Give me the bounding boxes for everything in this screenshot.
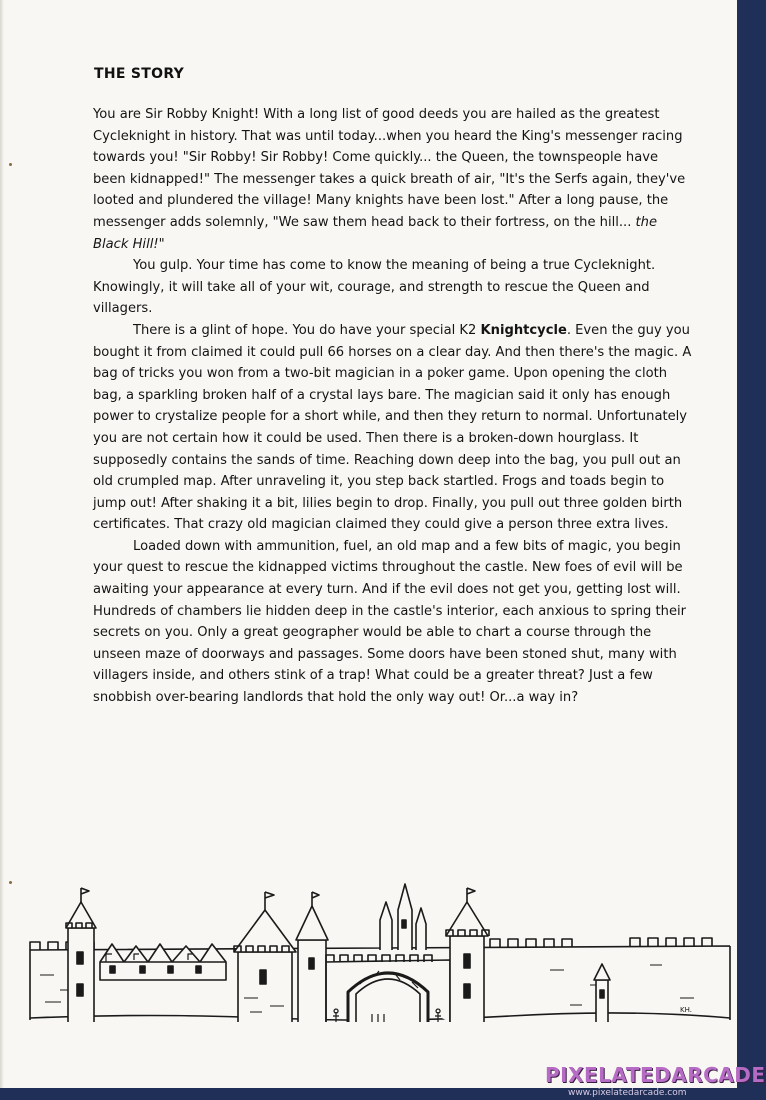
paragraph-1-closing-quote: " (158, 236, 165, 252)
watermark-url: www.pixelatedarcade.com (568, 1088, 687, 1098)
story-paragraph-3 (93, 320, 693, 536)
paragraph-3-text: There is a glint of hope. You do have your special K2 (133, 322, 481, 338)
margin-mark-dot (9, 163, 12, 166)
story-paragraph-1 (93, 104, 693, 255)
story-paragraph-4: Loaded down with ammunition, fuel, an old map and a few bits of magic, you begin your quest to rescue the kidnapped victims throughout the castle. New foes of evil will be awaiting your appearance at every turn. And if the evil does not get you, getting lost will. Hundreds of chambers lie hidden deep in the castle's interior, each anxious to spring their secrets on you. Only a great geographer would be able to chart a course through the unseen maze of doorways and passages. Some doors have been stoned shut, many with villagers inside, and others stink of a trap! What could be a greater threat? Just a few snobbish over-bearing landlords that hold the only way out! Or...a way in? (93, 538, 687, 706)
page-spine-shadow (0, 0, 4, 1088)
watermark-logo: PIXELATEDARCADE (545, 1063, 766, 1087)
story-text (93, 104, 693, 709)
page-title: THE STORY (94, 66, 185, 82)
margin-mark-dot (9, 881, 12, 884)
black-hill-italic: the Black Hill! (93, 214, 658, 252)
artist-signature: KH. (680, 1006, 692, 1014)
paragraph-3-text-cont: . Even the guy you bought it from claimed it could pull 66 horses on a clear day. And then there's the magic. A bag of tricks you won from a two-bit magician in a poker game. Upon opening the cloth bag, a sparkling broken half of a crystal lays bare. The magician said it only has enough power to crystalize people for a short while, and then they return to normal. Unfortunately you are not certain how it could be used. Then there is a broken-down hourglass. It supposedly contains the sands of time. Reaching down deep into the bag, you pull out an old crumpled map. After unraveling it, you step back startled. Frogs and toads begin to jump out! After shaking it a bit, lilies begin to drop. Finally, you pull out three golden birth certificates. That crazy old magician claimed they could give a person three extra lives. (93, 322, 692, 533)
paragraph-1-text: You are Sir Robby Knight! With a long list of good deeds you are hailed as the greatest Cycleknight in history. That was until today...when you heard the King's messenger racing towards you! "Sir Robby! Sir Robby! Come quickly... the Queen, the townspeople have been kidnapped!" The messenger takes a quick breath of air, "It's the Serfs again, they've looted and plundered the village! Many knights have been lost." After a long pause, the messenger adds solemnly, "We saw them head back to their fortress, on the hill... (93, 107, 686, 230)
knightcycle-bold: Knightcycle (480, 322, 567, 338)
story-paragraph-2: You gulp. Your time has come to know the meaning of being a true Cycleknight. Knowingly, it will take all of your wit, courage, and strength to rescue the Queen and villagers. (93, 258, 656, 317)
castle-illustration (30, 880, 730, 1030)
